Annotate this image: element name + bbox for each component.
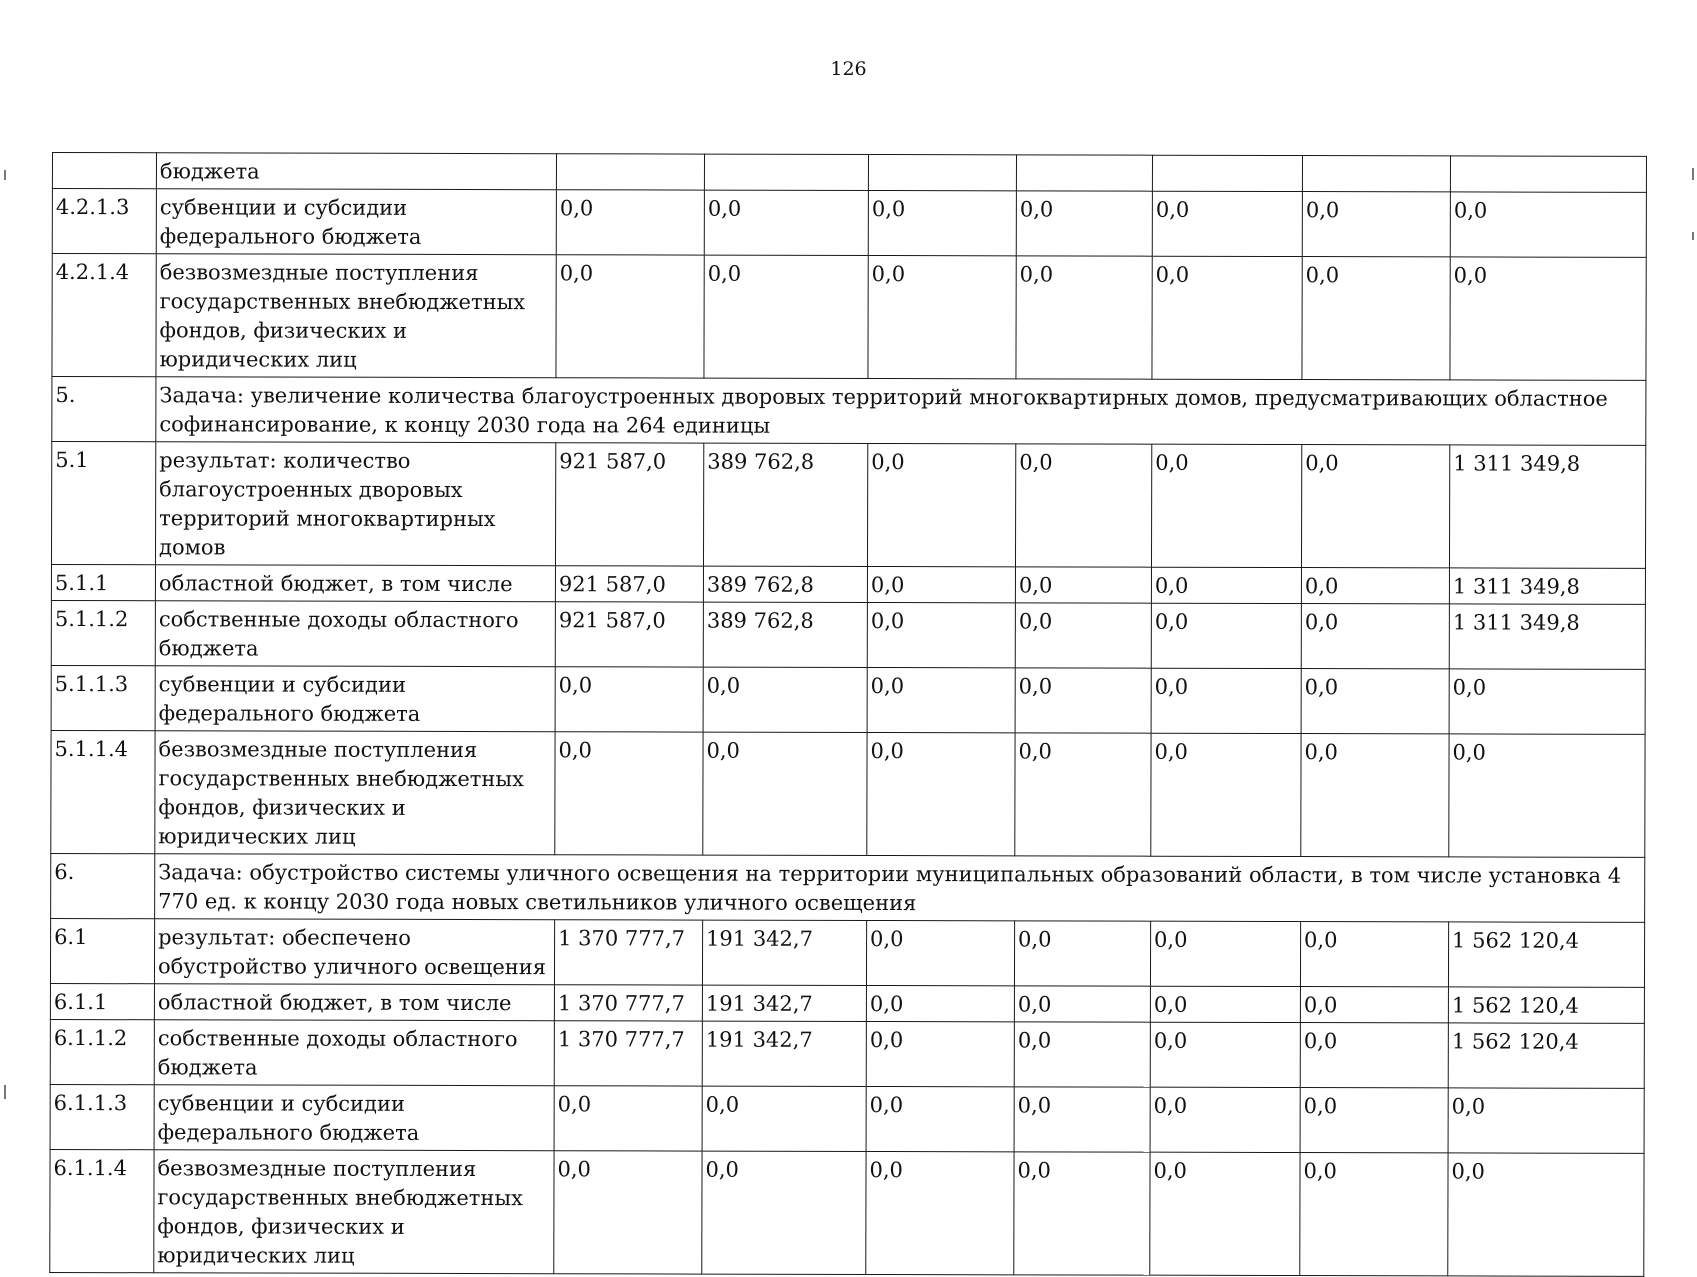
row-code: 6.1.1.3 (50, 1084, 154, 1149)
budget-table (49, 152, 1647, 1277)
task-description: Задача: увеличение количества благоустроенных дворовых территорий многоквартирных домов, предусматривающих областное софинансирование, к концу 2030 года на 264 единицы (156, 377, 1646, 446)
row-label: субвенции и субсидии федерального бюджета (156, 189, 556, 255)
value-cell: 0,0 (1014, 1152, 1150, 1275)
value-cell: 0,0 (867, 602, 1015, 667)
value-cell: 0,0 (1015, 733, 1151, 856)
task-row (51, 853, 1645, 922)
value-cell: 0,0 (1015, 567, 1151, 603)
value-cell: 0,0 (1151, 567, 1301, 603)
row-code: 4.2.1.4 (52, 254, 156, 377)
value-cell (1016, 155, 1152, 191)
value-cell: 1 370 777,7 (554, 985, 702, 1021)
value-cell: 0,0 (868, 190, 1016, 255)
value-cell: 0,0 (1302, 192, 1450, 257)
value-cell: 0,0 (866, 985, 1014, 1021)
value-cell: 0,0 (867, 667, 1015, 732)
value-cell: 0,0 (1150, 921, 1300, 986)
value-cell: 191 342,7 (702, 1021, 866, 1086)
value-cell: 0,0 (555, 667, 703, 732)
value-cell: 1 562 120,4 (1448, 1023, 1644, 1088)
value-cell: 0,0 (1014, 921, 1150, 986)
task-row (52, 377, 1646, 446)
row-code (52, 153, 156, 189)
value-cell: 1 370 777,7 (554, 920, 702, 985)
value-cell (868, 154, 1016, 190)
value-cell: 0,0 (1448, 1088, 1644, 1153)
value-cell: 0,0 (1301, 734, 1449, 857)
table-row (50, 1149, 1644, 1276)
value-cell: 0,0 (1014, 1087, 1150, 1152)
value-cell: 0,0 (1300, 1088, 1448, 1153)
value-cell: 389 762,8 (703, 602, 867, 667)
value-cell: 0,0 (704, 255, 868, 378)
value-cell: 0,0 (704, 190, 868, 255)
row-code: 5.1.1.4 (51, 730, 155, 853)
scan-edge-mark (4, 170, 6, 180)
row-label: бюджета (156, 153, 556, 190)
value-cell: 0,0 (1302, 257, 1450, 380)
table-row (50, 918, 1644, 987)
value-cell (1302, 156, 1450, 192)
table-row (51, 730, 1645, 857)
table-row (51, 565, 1645, 605)
value-cell: 0,0 (1450, 192, 1646, 257)
value-cell: 1 562 120,4 (1448, 987, 1644, 1023)
row-code: 5.1.1.2 (51, 600, 155, 665)
value-cell: 0,0 (556, 255, 704, 378)
row-code: 6. (51, 853, 155, 918)
value-cell: 0,0 (866, 1021, 1014, 1086)
value-cell: 0,0 (1300, 1023, 1448, 1088)
value-cell: 0,0 (1150, 1022, 1300, 1087)
value-cell: 0,0 (1016, 191, 1152, 256)
row-code: 6.1.1 (50, 983, 154, 1019)
table-row (50, 1084, 1644, 1153)
value-cell: 0,0 (867, 443, 1015, 566)
row-code: 6.1.1.2 (50, 1019, 154, 1084)
table-row (50, 983, 1644, 1023)
row-code: 5.1 (51, 442, 155, 565)
row-code: 6.1.1.4 (50, 1149, 154, 1272)
value-cell: 0,0 (1301, 669, 1449, 734)
value-cell: 1 311 349,8 (1449, 445, 1645, 568)
table-row (51, 665, 1645, 734)
value-cell: 191 342,7 (702, 985, 866, 1021)
value-cell (556, 154, 704, 190)
value-cell: 0,0 (1015, 668, 1151, 733)
value-cell: 0,0 (1450, 257, 1646, 380)
scan-edge-mark (4, 1085, 6, 1099)
row-label: областной бюджет, в том числе (155, 565, 555, 602)
value-cell: 921 587,0 (555, 602, 703, 667)
value-cell: 389 762,8 (703, 443, 867, 566)
row-label: результат: количество благоустроенных дворовых территорий многоквартирных домов (155, 442, 555, 566)
row-label: безвозмездные поступления государственных внебюджетных фондов, физических и юридических лиц (154, 1150, 554, 1274)
value-cell (704, 154, 868, 190)
value-cell: 0,0 (1150, 986, 1300, 1022)
value-cell: 0,0 (1448, 1153, 1644, 1276)
value-cell: 0,0 (554, 1086, 702, 1151)
value-cell: 0,0 (1151, 668, 1301, 733)
value-cell: 0,0 (1151, 733, 1301, 856)
value-cell: 1 311 349,8 (1449, 604, 1645, 669)
value-cell: 0,0 (1151, 444, 1301, 567)
value-cell: 0,0 (1300, 987, 1448, 1023)
value-cell: 0,0 (1449, 734, 1645, 857)
value-cell: 0,0 (1449, 669, 1645, 734)
row-code: 5.1.1 (51, 565, 155, 601)
value-cell: 0,0 (1016, 256, 1152, 379)
table-row (52, 189, 1646, 258)
table-body (50, 153, 1647, 1277)
value-cell: 0,0 (1151, 603, 1301, 668)
value-cell: 0,0 (1152, 191, 1302, 256)
value-cell: 0,0 (1014, 1022, 1150, 1087)
row-label: собственные доходы областного бюджета (155, 601, 555, 667)
value-cell: 0,0 (554, 1151, 702, 1274)
value-cell: 0,0 (866, 1151, 1014, 1274)
scan-edge-mark (1692, 232, 1694, 240)
row-label: безвозмездные поступления государственных внебюджетных фондов, физических и юридических лиц (156, 254, 556, 378)
value-cell: 0,0 (556, 190, 704, 255)
value-cell: 0,0 (1301, 445, 1449, 568)
value-cell: 0,0 (703, 667, 867, 732)
row-code: 4.2.1.3 (52, 189, 156, 254)
value-cell: 921 587,0 (555, 443, 703, 566)
row-label: результат: обеспечено обустройство уличного освещения (154, 919, 554, 985)
value-cell: 0,0 (866, 1086, 1014, 1151)
value-cell: 921 587,0 (555, 566, 703, 602)
row-label: безвозмездные поступления государственных внебюджетных фондов, физических и юридических лиц (155, 731, 555, 855)
value-cell: 0,0 (1300, 1153, 1448, 1276)
row-label: субвенции и субсидии федерального бюджета (154, 1085, 554, 1151)
table-row (52, 254, 1646, 381)
value-cell: 0,0 (702, 1086, 866, 1151)
task-description: Задача: обустройство системы уличного освещения на территории муниципальных образований области, в том числе установка 4 770 ед. к концу 2030 года новых светильников уличного освещения (155, 854, 1645, 923)
table-row (51, 600, 1645, 669)
row-label: областной бюджет, в том числе (154, 984, 554, 1021)
value-cell (1450, 156, 1646, 192)
value-cell: 0,0 (1150, 1152, 1300, 1275)
row-code: 6.1 (50, 918, 154, 983)
table-row (50, 1019, 1644, 1088)
value-cell (1152, 155, 1302, 191)
value-cell: 191 342,7 (702, 920, 866, 985)
value-cell: 0,0 (1301, 568, 1449, 604)
value-cell: 0,0 (1015, 603, 1151, 668)
value-cell: 0,0 (1152, 256, 1302, 379)
value-cell: 1 562 120,4 (1448, 922, 1644, 987)
value-cell: 0,0 (1301, 604, 1449, 669)
value-cell: 0,0 (1015, 444, 1151, 567)
scan-edge-mark (1692, 168, 1694, 180)
value-cell: 1 370 777,7 (554, 1021, 702, 1086)
value-cell: 0,0 (1014, 986, 1150, 1022)
value-cell: 389 762,8 (703, 566, 867, 602)
table-row (52, 153, 1646, 193)
value-cell: 0,0 (555, 732, 703, 855)
value-cell: 0,0 (1300, 922, 1448, 987)
value-cell: 0,0 (866, 920, 1014, 985)
value-cell: 0,0 (867, 566, 1015, 602)
row-code: 5.1.1.3 (51, 665, 155, 730)
value-cell: 1 311 349,8 (1449, 568, 1645, 604)
value-cell: 0,0 (868, 255, 1016, 378)
row-code: 5. (52, 377, 156, 442)
table-row (51, 442, 1645, 569)
value-cell: 0,0 (867, 732, 1015, 855)
row-label: субвенции и субсидии федерального бюджета (155, 666, 555, 732)
row-label: собственные доходы областного бюджета (154, 1020, 554, 1086)
value-cell: 0,0 (1150, 1087, 1300, 1152)
value-cell: 0,0 (702, 1151, 866, 1274)
value-cell: 0,0 (703, 732, 867, 855)
page-number: 126 (830, 58, 867, 80)
